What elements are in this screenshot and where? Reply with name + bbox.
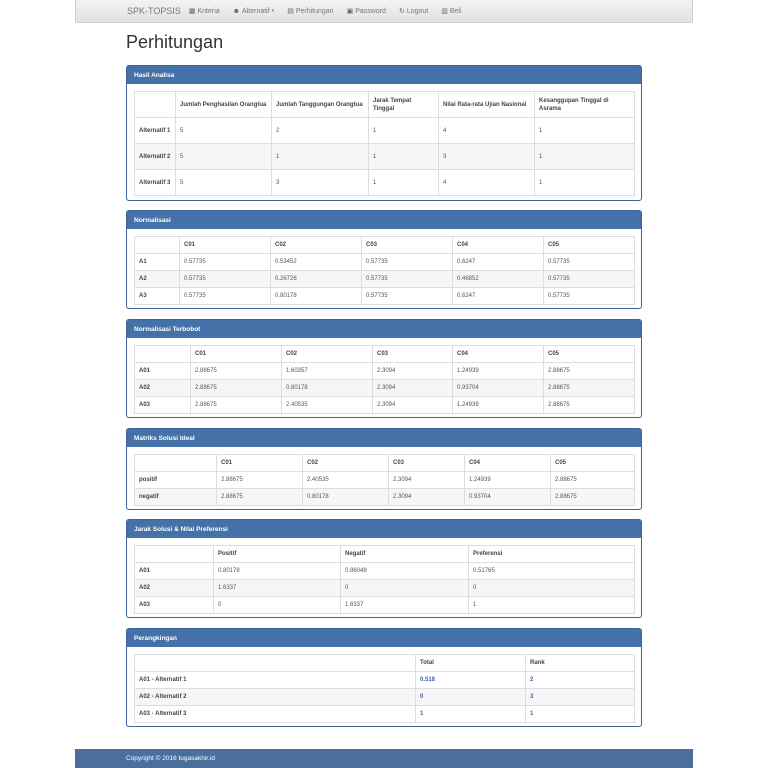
table-cell: 1.24939 <box>465 472 551 489</box>
row-label: Alternatif 2 <box>135 144 176 170</box>
table-cell: 2.3094 <box>373 380 453 397</box>
panel-heading: Hasil Analisa <box>127 66 641 84</box>
nav-beli-label: Beli <box>449 7 462 15</box>
table-cell: 2.88675 <box>217 472 303 489</box>
panel-heading: Normalisasi <box>127 211 641 229</box>
rank-value: 2 <box>526 672 635 689</box>
table-cell: 0.57735 <box>362 271 453 288</box>
row-label: positif <box>135 472 217 489</box>
table-cell: 0.46852 <box>453 271 544 288</box>
panel-hasil-analisa <box>126 65 642 201</box>
nav-password-label: Password <box>355 7 386 15</box>
table-cell: 0.93704 <box>453 380 544 397</box>
nav-kriteria[interactable] <box>189 7 220 15</box>
table-cell: 2.3094 <box>389 489 465 506</box>
cart-icon: ▥ <box>441 8 448 15</box>
grid-icon: ▦ <box>188 8 196 15</box>
table-cell: 2.88675 <box>217 489 303 506</box>
table-cell: 1 <box>535 144 635 170</box>
row-label: A02 <box>135 580 214 597</box>
table-row <box>135 672 635 689</box>
column-header <box>135 237 180 254</box>
table-header-row <box>135 546 635 563</box>
column-header: C02 <box>271 237 362 254</box>
nav-kriteria-label: Kriteria <box>197 7 220 15</box>
row-label: A03 <box>135 397 191 414</box>
column-header <box>135 655 416 672</box>
nav-logout-label: Logout <box>406 7 429 15</box>
table-cell: 2.88675 <box>551 472 635 489</box>
row-label: A01 <box>135 563 214 580</box>
table-row <box>135 563 635 580</box>
table-row <box>135 689 635 706</box>
table-cell: 0 <box>341 580 469 597</box>
column-header: C05 <box>551 455 635 472</box>
table-cell: 2.3094 <box>373 363 453 380</box>
column-header: C05 <box>544 346 635 363</box>
column-header: C05 <box>544 237 635 254</box>
table-cell: 0.80178 <box>303 489 389 506</box>
panel-normalisasi <box>126 210 642 309</box>
table-cell: 0.53452 <box>271 254 362 271</box>
table-row <box>135 254 635 271</box>
rank-value: 3 <box>526 689 635 706</box>
panel-perangkingan <box>126 628 642 727</box>
table-cell: 0.57735 <box>180 254 271 271</box>
total-value: 0.518 <box>416 672 526 689</box>
page-footer <box>75 749 693 768</box>
table-cell: 0.57735 <box>544 288 635 305</box>
table-cell: 2.40535 <box>282 397 373 414</box>
panel-matriks-solusi-ideal <box>126 428 642 510</box>
table-cell: 0.80178 <box>214 563 341 580</box>
user-icon: ☻ <box>232 7 241 15</box>
nav-password[interactable] <box>347 7 386 15</box>
page-container <box>75 0 693 768</box>
table-cell: 0.80178 <box>282 380 373 397</box>
column-header: C04 <box>453 237 544 254</box>
table-cell: 2.3094 <box>389 472 465 489</box>
column-header: Nilai Rata-rata Ujian Nasional <box>439 92 535 118</box>
table-matriks-solusi-ideal <box>134 454 635 506</box>
table-cell: 1.6337 <box>214 580 341 597</box>
table-cell: 1 <box>272 144 369 170</box>
column-header <box>135 455 217 472</box>
table-cell: 1.24939 <box>453 363 544 380</box>
column-header: C02 <box>282 346 373 363</box>
total-value: 0 <box>416 689 526 706</box>
column-header: Positif <box>214 546 341 563</box>
row-label: A1 <box>135 254 180 271</box>
top-navbar <box>75 0 693 23</box>
table-row <box>135 706 635 723</box>
table-row <box>135 118 635 144</box>
table-cell: 0.57735 <box>544 254 635 271</box>
table-cell: 2.88675 <box>551 489 635 506</box>
table-cell: 0.57735 <box>180 288 271 305</box>
row-label: A02 <box>135 380 191 397</box>
table-header-row <box>135 655 635 672</box>
panel-heading: Normalisasi Terbobot <box>127 320 641 338</box>
column-header: Kesanggupan Tinggal di Asrama <box>535 92 635 118</box>
table-cell: 0.86048 <box>341 563 469 580</box>
table-cell: 0.26726 <box>271 271 362 288</box>
lock-icon: ▣ <box>346 8 354 15</box>
table-cell: 3 <box>272 170 369 196</box>
table-cell: 0 <box>214 597 341 614</box>
table-cell: 1 <box>535 118 635 144</box>
page-title: Perhitungan <box>126 32 224 52</box>
table-row <box>135 288 635 305</box>
column-header: Jumlah Penghasilan Orangtua <box>176 92 272 118</box>
table-header-row <box>135 455 635 472</box>
copyright-text: Copyright © 2016 tugasakhir.id <box>126 755 215 762</box>
table-header-row <box>135 346 635 363</box>
table-normalisasi <box>134 236 635 305</box>
rank-value: 1 <box>526 706 635 723</box>
column-header: Preferensi <box>469 546 635 563</box>
row-label: A03 - Alternatif 3 <box>135 706 416 723</box>
table-perangkingan <box>134 654 635 723</box>
row-label: A2 <box>135 271 180 288</box>
table-cell: 0 <box>469 580 635 597</box>
table-hasil-analisa <box>134 91 635 196</box>
table-cell: 0.57735 <box>362 254 453 271</box>
column-header: C03 <box>373 346 453 363</box>
panel-heading: Matriks Solusi Ideal <box>127 429 641 447</box>
table-cell: 2.88675 <box>191 363 282 380</box>
column-header: Jarak Tempat Tinggal <box>369 92 439 118</box>
table-cell: 1 <box>369 118 439 144</box>
table-cell: 0.80178 <box>271 288 362 305</box>
column-header: C02 <box>303 455 389 472</box>
column-header: Rank <box>526 655 635 672</box>
row-label: A01 <box>135 363 191 380</box>
table-cell: 4 <box>439 170 535 196</box>
table-cell: 0.93704 <box>465 489 551 506</box>
table-cell: 5 <box>176 170 272 196</box>
table-cell: 1.6337 <box>341 597 469 614</box>
row-label: Alternatif 3 <box>135 170 176 196</box>
table-cell: 2.3094 <box>373 397 453 414</box>
table-cell: 1.24939 <box>453 397 544 414</box>
table-cell: 1.60357 <box>282 363 373 380</box>
row-label: Alternatif 1 <box>135 118 176 144</box>
column-header: C01 <box>180 237 271 254</box>
table-cell: 2.88675 <box>544 397 635 414</box>
panel-heading: Jarak Solusi & Nilai Preferensi <box>127 520 641 538</box>
table-row <box>135 170 635 196</box>
logout-icon: ↻ <box>398 8 405 15</box>
table-row <box>135 144 635 170</box>
table-row <box>135 580 635 597</box>
table-row <box>135 397 635 414</box>
table-row <box>135 380 635 397</box>
table-row <box>135 489 635 506</box>
nav-logout[interactable] <box>399 7 428 15</box>
row-label: A01 - Alternatif 1 <box>135 672 416 689</box>
table-jarak-solusi <box>134 545 635 614</box>
column-header: Negatif <box>341 546 469 563</box>
table-cell: 4 <box>439 118 535 144</box>
nav-alternatif-label: Alternatif <box>242 7 270 15</box>
column-header: C03 <box>362 237 453 254</box>
column-header: C04 <box>453 346 544 363</box>
table-cell: 0.6247 <box>453 288 544 305</box>
column-header <box>135 346 191 363</box>
table-header-row <box>135 237 635 254</box>
panel-heading: Perangkingan <box>127 629 641 647</box>
brand-link[interactable]: SPK-TOPSIS <box>127 6 181 16</box>
row-label: A3 <box>135 288 180 305</box>
table-cell: 1 <box>469 597 635 614</box>
column-header <box>135 92 176 118</box>
table-cell: 1 <box>369 170 439 196</box>
nav-perhitungan[interactable] <box>287 7 333 15</box>
column-header: Total <box>416 655 526 672</box>
table-cell: 3 <box>439 144 535 170</box>
panel-normalisasi-terbobot <box>126 319 642 418</box>
nav-alternatif-dropdown[interactable] <box>233 8 275 15</box>
column-header: Jumlah Tanggungan Orangtua <box>272 92 369 118</box>
table-cell: 0.6247 <box>453 254 544 271</box>
table-cell: 0.51765 <box>469 563 635 580</box>
table-header-row <box>135 92 635 118</box>
caret-down-icon: ▾ <box>271 8 275 14</box>
table-cell: 5 <box>176 118 272 144</box>
table-row <box>135 363 635 380</box>
column-header: C04 <box>465 455 551 472</box>
row-label: negatif <box>135 489 217 506</box>
table-cell: 2.88675 <box>544 380 635 397</box>
column-header <box>135 546 214 563</box>
row-label: A02 - Alternatif 2 <box>135 689 416 706</box>
table-cell: 1 <box>535 170 635 196</box>
column-header: C03 <box>389 455 465 472</box>
table-cell: 2.40535 <box>303 472 389 489</box>
table-cell: 2.88675 <box>544 363 635 380</box>
column-header: C01 <box>191 346 282 363</box>
table-cell: 5 <box>176 144 272 170</box>
calculator-icon: ▤ <box>287 8 294 15</box>
total-value: 1 <box>416 706 526 723</box>
table-cell: 0.57735 <box>362 288 453 305</box>
table-normalisasi-terbobot <box>134 345 635 414</box>
column-header: C01 <box>217 455 303 472</box>
table-row <box>135 271 635 288</box>
table-cell: 2 <box>272 118 369 144</box>
table-row <box>135 472 635 489</box>
table-row <box>135 597 635 614</box>
table-cell: 0.57735 <box>180 271 271 288</box>
table-cell: 2.88675 <box>191 397 282 414</box>
table-cell: 0.57735 <box>544 271 635 288</box>
table-cell: 1 <box>369 144 439 170</box>
row-label: A03 <box>135 597 214 614</box>
panel-jarak-solusi <box>126 519 642 618</box>
nav-beli[interactable] <box>441 7 461 15</box>
nav-perhitungan-label: Perhitungan <box>295 7 334 15</box>
table-cell: 2.88675 <box>191 380 282 397</box>
